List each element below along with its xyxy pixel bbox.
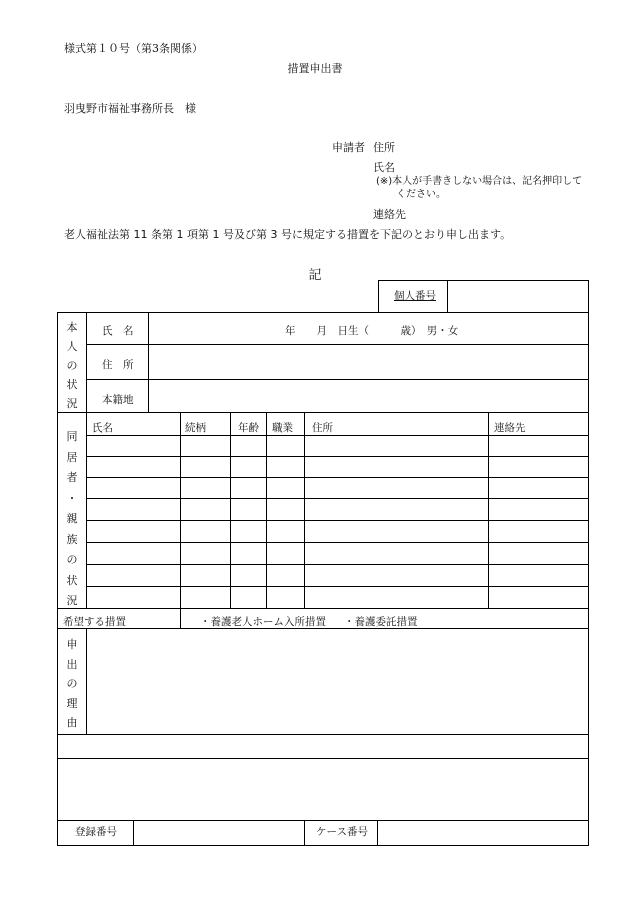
blank-area[interactable]: [59, 760, 587, 819]
personal-number-label: 個人番号: [394, 290, 436, 302]
signature-note-line1: (※)本人が手書きしない場合は、記名押印して: [376, 176, 583, 187]
principal-domicile-label: 本籍地: [102, 394, 134, 406]
form-number: 様式第１０号（第3条関係）: [64, 42, 203, 55]
reason-section-label: 申 出 の 理 由: [66, 638, 78, 729]
personal-number-field[interactable]: [449, 282, 587, 310]
statement: 老人福祉法第 11 条第 1 項第 1 号及び第 3 号に規定する措置を下記のとおり申し出ます。: [64, 228, 512, 241]
principal-section-label: 本 人 の 状 況: [66, 321, 78, 410]
applicant-label: 申請者: [332, 141, 365, 154]
addressee: 羽曳野市福祉事務所長 様: [64, 102, 196, 115]
case-number-field[interactable]: [379, 822, 587, 844]
reason-field[interactable]: [88, 630, 587, 733]
applicant-name-label: 氏名: [373, 161, 395, 174]
desired-measure-label: 希望する措置: [63, 616, 126, 628]
document-title: 措置申出書: [287, 62, 343, 75]
applicant-contact-label: 連絡先: [373, 208, 406, 221]
principal-name-label: 氏 名: [102, 325, 134, 337]
principal-address-field[interactable]: [150, 346, 587, 378]
principal-address-label: 住 所: [102, 359, 134, 371]
column-header-relation: 続柄: [185, 422, 206, 434]
measure-option-foster-care[interactable]: ・養護委託措置: [344, 616, 418, 628]
registration-number-label: 登録番号: [75, 826, 117, 838]
column-header-name: 氏名: [92, 422, 113, 434]
column-header-age: 年齢: [238, 422, 259, 434]
principal-domicile-field[interactable]: [150, 381, 587, 411]
principal-birth-text: 年 月 日生（ 歳） 男・女: [285, 325, 459, 337]
household-section-label: 同 居 者 ・ 親 族 の 状 況: [66, 430, 78, 607]
column-header-occupation: 職業: [272, 422, 293, 434]
case-number-label: ケース番号: [316, 826, 368, 838]
signature-note: [376, 175, 596, 201]
applicant-address-label: 住所: [373, 141, 395, 154]
column-header-address: 住所: [312, 422, 333, 434]
ki-heading: 記: [308, 268, 322, 283]
measure-option-nursing-home[interactable]: ・養護老人ホーム入所措置: [200, 616, 326, 628]
registration-number-field[interactable]: [135, 822, 303, 844]
blank-row[interactable]: [59, 736, 587, 757]
column-header-contact: 連絡先: [494, 422, 526, 434]
signature-note-line2: ください。: [396, 189, 446, 200]
